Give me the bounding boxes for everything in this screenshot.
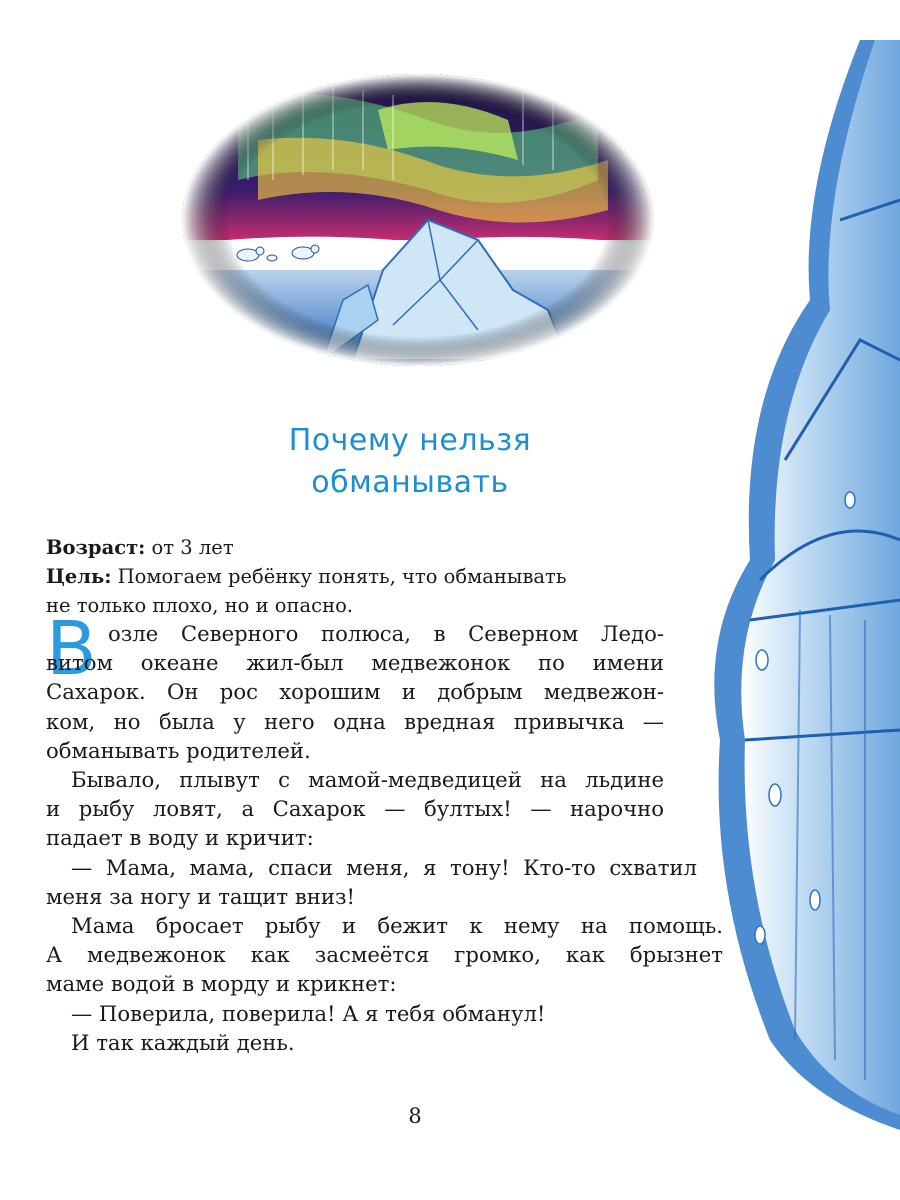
aurora-iceberg-illustration: [178, 70, 658, 370]
story-line: Сахарок. Он рос хорошим и добрым медвежон-: [46, 679, 664, 705]
goal-row: [46, 562, 666, 591]
story-line: маме водой в морду и крикнет:: [46, 971, 397, 997]
story-line: витом океане жил-был медвежонок по имени: [46, 650, 664, 676]
story-line: озле Северного полюса, в Северном Ледо-: [108, 621, 664, 646]
story-line: и рыбу ловят, а Сахарок — бултых! — нарочно: [46, 796, 664, 822]
goal-row-continued: не только плохо, но и опасно.: [46, 594, 354, 617]
story-line: Бывало, плывут с мамой-медведицей на льдине: [71, 767, 664, 793]
age-value: от 3 лет: [145, 536, 234, 559]
story-line: А медвежонок как засмеётся громко, как брызнет: [46, 942, 723, 968]
age-label: Возраст:: [46, 536, 146, 559]
story-meta: [46, 533, 666, 620]
story-title-line-2: обманывать: [311, 465, 509, 500]
goal-value: Помогаем ребёнку понять, что обманывать: [111, 565, 567, 588]
story-line: ком, но была у него одна вредная привычка —: [46, 708, 664, 734]
story-line: обманывать родителей.: [46, 737, 311, 763]
goal-label: Цель:: [46, 565, 112, 588]
page-number: 8: [408, 1104, 422, 1128]
story-line: И так каждый день.: [71, 1029, 295, 1055]
story-line: — Поверила, поверила! А я тебя обманул!: [71, 1000, 546, 1026]
story-line: Мама бросает рыбу и бежит к нему на помощь.: [71, 913, 723, 939]
story-line: — Мама, мама, спаси меня, я тону! Кто-то схватил: [71, 854, 697, 880]
age-row: [46, 533, 666, 562]
story-body: [46, 619, 723, 1057]
story-title-line-1: Почему нельзя: [288, 423, 532, 458]
story-line: меня за ногу и тащит вниз!: [46, 883, 356, 909]
story-title: [200, 420, 620, 504]
story-line: падает в воду и кричит:: [46, 825, 314, 851]
drop-cap: В: [46, 606, 97, 692]
